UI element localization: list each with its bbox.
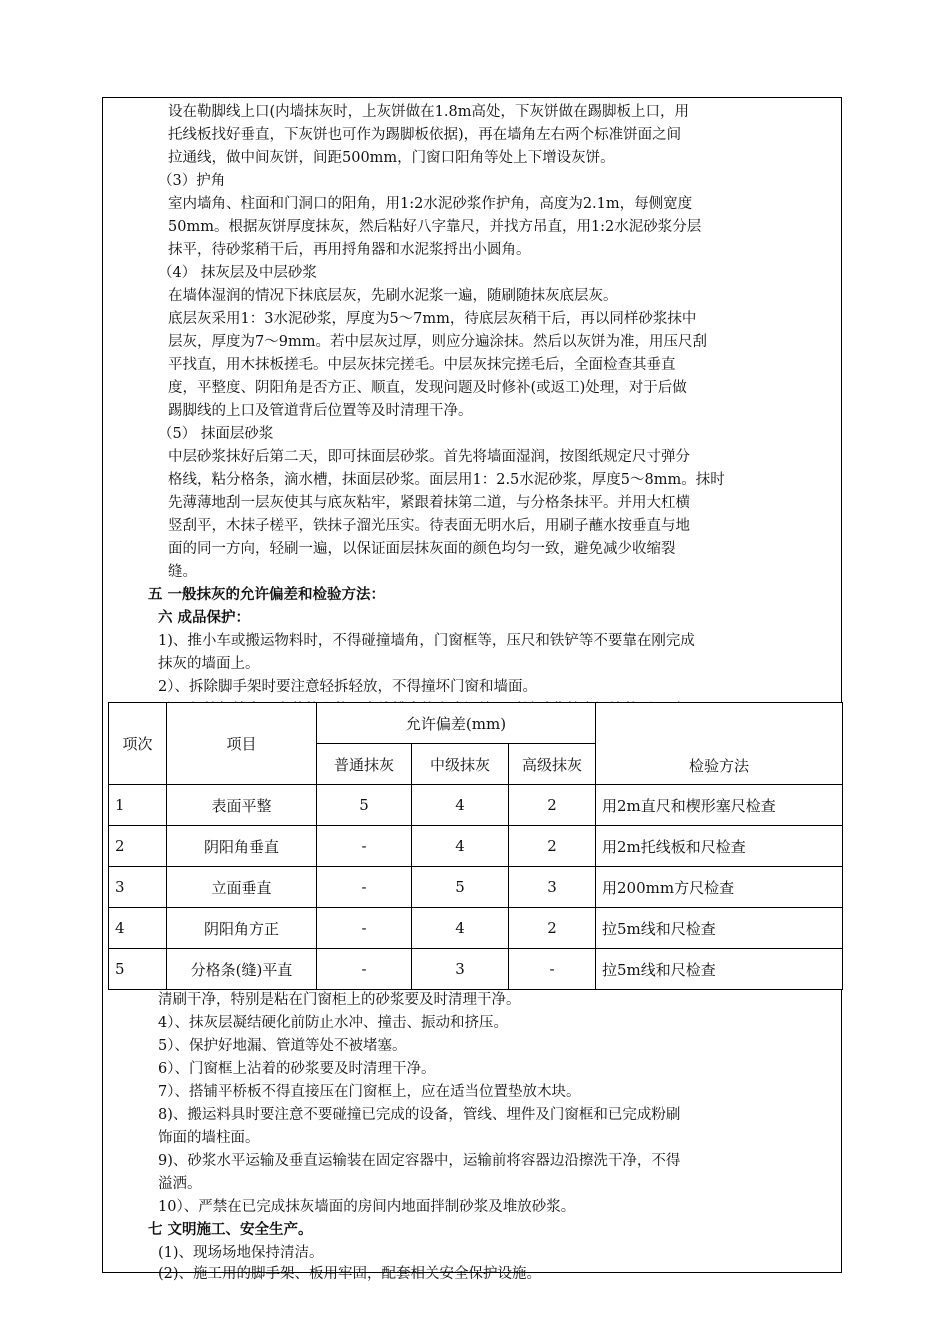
text-line: 8)、搬运料具时要注意不要碰撞已完成的设备，管线、埋件及门窗框和已完成粉刷 bbox=[158, 1107, 681, 1123]
text-line: (2)、施工用的脚手架、板用牢固，配套相关安全保护设施。 bbox=[158, 1266, 542, 1282]
header-no: 项次 bbox=[109, 703, 167, 785]
header-method: 检验方法 bbox=[596, 703, 843, 785]
text-line: 底层灰采用1：3水泥砂浆，厚度为5～7mm，待底层灰稍干后，再以同样砂浆抹中 bbox=[168, 311, 697, 327]
cell-high: 2 bbox=[509, 826, 596, 867]
text-line: 4）、抹灰层凝结硬化前防止水冲、撞击、振动和挤压。 bbox=[158, 1015, 508, 1031]
text-line: 竖刮平，木抹子槎平，铁抹子溜光压实。待表面无明水后，用刷子蘸水按垂直与地 bbox=[168, 518, 690, 534]
cell-normal: - bbox=[317, 908, 412, 949]
cell-high: - bbox=[509, 949, 596, 990]
text-line: 溢洒。 bbox=[158, 1176, 202, 1192]
text-line: 设在勒脚线上口(内墙抹灰时，上灰饼做在1.8m高处，下灰饼做在踢脚板上口，用 bbox=[168, 104, 689, 120]
header-normal: 普通抹灰 bbox=[317, 744, 412, 785]
text-line: 度，平整度、阴阳角是否方正、顺直，发现问题及时修补(或返工)处理，对于后做 bbox=[168, 380, 687, 396]
cell-no: 4 bbox=[109, 908, 167, 949]
cell-normal: - bbox=[317, 826, 412, 867]
text-line: 先薄薄地刮一层灰使其与底灰粘牢，紧跟着抹第二道，与分格条抹平。并用大杠横 bbox=[168, 495, 690, 511]
section-title: （3）护角 bbox=[158, 173, 226, 189]
text-line: 5）、保护好地漏、管道等处不被堵塞。 bbox=[158, 1038, 407, 1054]
cell-mid: 4 bbox=[412, 785, 509, 826]
text-line: 7）、搭铺平桥板不得直接压在门窗框上，应在适当位置垫放木块。 bbox=[158, 1084, 581, 1100]
table-row bbox=[109, 785, 843, 826]
tolerance-table bbox=[108, 702, 843, 990]
text-line: 拉通线，做中间灰饼，间距500mm，门窗口阳角等处上下增设灰饼。 bbox=[168, 150, 615, 166]
text-line: 层灰，厚度为7～9mm。若中层灰过厚，则应分遍涂抹。然后以灰饼为准，用压尺刮 bbox=[168, 334, 707, 350]
cell-high: 2 bbox=[509, 785, 596, 826]
header-mid: 中级抹灰 bbox=[412, 744, 509, 785]
table-row bbox=[109, 826, 843, 867]
section-title: （4） 抹灰层及中层砂浆 bbox=[158, 265, 317, 281]
cell-high: 2 bbox=[509, 908, 596, 949]
text-line: 踢脚线的上口及管道背后位置等及时清理干净。 bbox=[168, 403, 473, 419]
cell-item: 阴阳角垂直 bbox=[167, 826, 317, 867]
text-line: 抹灰的墙面上。 bbox=[158, 656, 260, 672]
cell-method: 用2m托线板和尺检查 bbox=[596, 826, 843, 867]
heading-safety: 七 文明施工、安全生产。 bbox=[148, 1222, 313, 1238]
text-line: 抹平，待砂浆稍干后，再用捋角器和水泥浆捋出小圆角。 bbox=[168, 242, 531, 258]
text-line: 托线板找好垂直，下灰饼也可作为踢脚板依据)，再在墙角左右两个标准饼面之间 bbox=[168, 127, 682, 143]
text-line: 面的同一方向，轻刷一遍，以保证面层抹灰面的颜色均匀一致，避免减少收缩裂 bbox=[168, 541, 676, 557]
heading-protection: 六 成品保护： bbox=[158, 610, 251, 626]
text-line: 2）、拆除脚手架时要注意轻拆轻放，不得撞坏门窗和墙面。 bbox=[158, 679, 537, 695]
text-line: 清刷干净，特别是粘在门窗柜上的砂浆要及时清理干净。 bbox=[158, 992, 521, 1008]
text-line: 室内墙角、柱面和门洞口的阳角，用1:2水泥砂浆作护角，高度为2.1m，每侧宽度 bbox=[168, 196, 693, 212]
cell-mid: 5 bbox=[412, 867, 509, 908]
text-line: 在墙体湿润的情况下抹底层灰，先刷水泥浆一遍，随刷随抹灰底层灰。 bbox=[168, 288, 618, 304]
header-item: 项目 bbox=[167, 703, 317, 785]
header-deviation: 允许偏差(mm) bbox=[317, 703, 596, 744]
cell-item: 表面平整 bbox=[167, 785, 317, 826]
cell-no: 1 bbox=[109, 785, 167, 826]
cell-normal: - bbox=[317, 949, 412, 990]
text-line: 1)、推小车或搬运物料时，不得碰撞墙角，门窗框等，压尺和铁铲等不要靠在刚完成 bbox=[158, 633, 695, 649]
cell-mid: 4 bbox=[412, 826, 509, 867]
cell-item: 立面垂直 bbox=[167, 867, 317, 908]
cell-no: 2 bbox=[109, 826, 167, 867]
cell-method: 用2m直尺和楔形塞尺检查 bbox=[596, 785, 843, 826]
cell-method: 拉5m线和尺检查 bbox=[596, 908, 843, 949]
cell-mid: 4 bbox=[412, 908, 509, 949]
cell-method: 拉5m线和尺检查 bbox=[596, 949, 843, 990]
cell-normal: - bbox=[317, 867, 412, 908]
text-line: 9)、砂浆水平运输及垂直运输装在固定容器中，运输前将容器边沿擦洗干净，不得 bbox=[158, 1153, 681, 1169]
text-line: 6）、门窗框上沾着的砂浆要及时清理干净。 bbox=[158, 1061, 436, 1077]
cell-no: 5 bbox=[109, 949, 167, 990]
text-line: 中层砂浆抹好后第二天，即可抹面层砂浆。首先将墙面湿润，按图纸规定尺寸弹分 bbox=[168, 449, 690, 465]
text-line: 50mm。根据灰饼厚度抹灰，然后粘好八字靠尺，并找方吊直，用1:2水泥砂浆分层 bbox=[168, 219, 702, 235]
table-row bbox=[109, 867, 843, 908]
heading-tolerance: 五 一般抹灰的允许偏差和检验方法： bbox=[148, 587, 386, 603]
cell-normal: 5 bbox=[317, 785, 412, 826]
cell-item: 阴阳角方正 bbox=[167, 908, 317, 949]
text-line: 格线，粘分格条，滴水槽，抹面层砂浆。面层用1：2.5水泥砂浆，厚度5～8mm。抹时 bbox=[168, 472, 725, 488]
section-title: （5） 抹面层砂浆 bbox=[158, 426, 274, 442]
cell-mid: 3 bbox=[412, 949, 509, 990]
table-row bbox=[109, 949, 843, 990]
text-line: (1)、现场场地保持清洁。 bbox=[158, 1245, 324, 1261]
header-high: 高级抹灰 bbox=[509, 744, 596, 785]
text-line: 缝。 bbox=[168, 564, 197, 580]
text-line: 饰面的墙柱面。 bbox=[158, 1130, 260, 1146]
cell-high: 3 bbox=[509, 867, 596, 908]
cell-method: 用200mm方尺检查 bbox=[596, 867, 843, 908]
cell-item: 分格条(缝)平直 bbox=[167, 949, 317, 990]
table-row bbox=[109, 908, 843, 949]
text-line: 10）、严禁在已完成抹灰墙面的房间内地面拌制砂浆及堆放砂浆。 bbox=[158, 1199, 576, 1215]
text-line: 平找直，用木抹板搓毛。中层灰抹完搓毛。中层灰抹完搓毛后，全面检查其垂直 bbox=[168, 357, 676, 373]
cell-no: 3 bbox=[109, 867, 167, 908]
